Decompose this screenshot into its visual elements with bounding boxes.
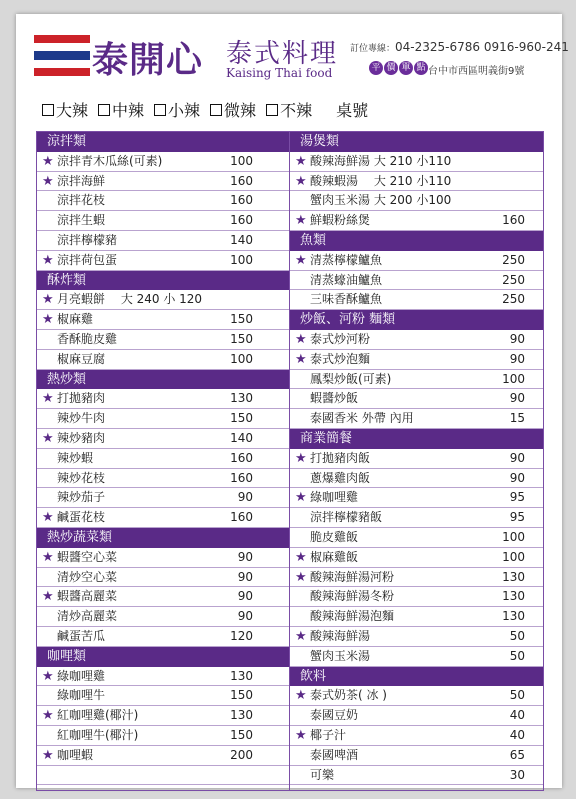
item-name: 鹹蛋苦瓜 <box>57 628 106 643</box>
item-price: 200 <box>230 747 253 762</box>
recommended-star-icon: ★ <box>295 331 307 347</box>
item-name: 打拋豬肉 <box>57 391 106 406</box>
badge: 平 <box>369 61 383 75</box>
recommended-star-icon: ★ <box>42 668 54 684</box>
menu-item[interactable] <box>37 726 289 746</box>
menu-item[interactable] <box>290 607 543 627</box>
item-name: 鹹蛋花枝 <box>57 510 106 525</box>
menu-item[interactable] <box>37 548 289 568</box>
item-name: 蝦醬空心菜 <box>57 549 118 564</box>
spice-label: 中辣 <box>112 101 145 120</box>
recommended-star-icon: ★ <box>42 589 54 605</box>
item-price: 160 <box>230 510 253 525</box>
category-header: 商業簡餐 <box>290 429 543 449</box>
item-price: 140 <box>230 232 253 247</box>
item-name: 清蒸檸檬鱸魚 <box>310 252 383 267</box>
item-name: 椒麻雞飯 <box>310 549 359 564</box>
spice-option-none[interactable] <box>266 98 312 121</box>
item-price: 50 <box>509 628 525 643</box>
item-name: 酸辣海鮮湯冬粉 <box>310 589 395 604</box>
category-header: 咖哩類 <box>37 647 289 667</box>
item-price: 90 <box>509 470 525 485</box>
spice-label: 小辣 <box>168 101 201 120</box>
item-price: 100 <box>230 351 253 366</box>
item-price: 150 <box>230 411 253 426</box>
badge: 點 <box>414 61 428 75</box>
item-price: 50 <box>509 648 525 663</box>
item-name: 酸辣海鮮湯河粉 <box>310 569 395 584</box>
item-name: 清炒空心菜 <box>57 569 118 584</box>
badge: 價 <box>384 61 398 75</box>
item-price: 160 <box>230 173 253 188</box>
spice-option-mild[interactable] <box>154 98 200 121</box>
item-name: 涼拌花枝 <box>57 193 106 208</box>
item-name: 蝦醬炒飯 <box>310 391 359 406</box>
menu-item[interactable] <box>37 330 289 350</box>
menu-item[interactable] <box>290 389 543 409</box>
menu-item[interactable] <box>37 488 289 508</box>
item-price: 90 <box>237 490 253 505</box>
table-number-label: 桌號 <box>336 101 369 120</box>
recommended-star-icon: ★ <box>42 252 54 268</box>
recommended-star-icon: ★ <box>42 391 54 407</box>
recommended-star-icon: ★ <box>42 153 54 169</box>
item-price: 15 <box>509 411 525 426</box>
recommended-star-icon: ★ <box>42 292 54 308</box>
recommended-star-icon: ★ <box>295 252 307 268</box>
item-name: 泰式炒河粉 <box>310 331 371 346</box>
item-name: 紅咖哩雞(椰汁) <box>57 708 139 723</box>
menu-item[interactable] <box>290 251 543 271</box>
menu-item[interactable] <box>290 627 543 647</box>
menu-column-right <box>290 132 543 790</box>
spice-option-hot[interactable] <box>42 98 88 121</box>
item-name: 辣炒花枝 <box>57 470 106 485</box>
item-price: 130 <box>502 589 525 604</box>
item-name: 三味香酥鱸魚 <box>310 292 383 307</box>
item-name: 鮮蝦粉絲煲 <box>310 213 371 228</box>
item-price: 250 <box>502 272 525 287</box>
menu-item[interactable] <box>290 152 543 172</box>
item-name: 可樂 <box>310 767 335 782</box>
menu-item[interactable] <box>290 290 543 310</box>
item-price: 130 <box>502 569 525 584</box>
item-price: 160 <box>230 193 253 208</box>
checkbox[interactable] <box>98 104 110 116</box>
item-price: 150 <box>230 331 253 346</box>
item-name: 咖哩蝦 <box>57 747 94 762</box>
checkbox[interactable] <box>42 104 54 116</box>
menu-item[interactable] <box>290 350 543 370</box>
menu-item[interactable] <box>290 409 543 429</box>
menu-item[interactable] <box>37 231 289 251</box>
menu-item[interactable] <box>290 211 543 231</box>
item-name: 涼拌檸檬豬飯 <box>310 510 383 525</box>
menu-item[interactable] <box>290 370 543 390</box>
item-price: 90 <box>509 391 525 406</box>
item-price: 130 <box>230 708 253 723</box>
item-name: 香酥脆皮雞 <box>57 331 118 346</box>
blank-row <box>37 766 289 786</box>
item-price: 90 <box>509 450 525 465</box>
item-price: 250 <box>502 292 525 307</box>
item-price: 160 <box>230 470 253 485</box>
item-price: 90 <box>237 609 253 624</box>
category-header: 熱炒蔬菜類 <box>37 528 289 548</box>
tel-label: 訂位專線： <box>350 44 396 54</box>
menu-item[interactable] <box>37 706 289 726</box>
badge-group <box>369 61 428 75</box>
category-header: 炒飯、河粉 麵類 <box>290 310 543 330</box>
recommended-star-icon: ★ <box>295 213 307 229</box>
spice-options <box>42 98 368 121</box>
item-name: 泰式奶茶( 冰 ) <box>310 688 387 703</box>
reservation-phone <box>350 40 569 54</box>
recommended-star-icon: ★ <box>295 490 307 506</box>
menu-item[interactable] <box>290 330 543 350</box>
menu-item[interactable] <box>37 469 289 489</box>
item-name: 蟹肉玉米湯 大 200 小100 <box>310 193 452 208</box>
item-price: 100 <box>502 529 525 544</box>
item-price: 100 <box>502 549 525 564</box>
recommended-star-icon: ★ <box>295 569 307 585</box>
thai-flag-icon <box>34 35 90 76</box>
item-name: 鳳梨炒飯(可素) <box>310 371 392 386</box>
menu-item[interactable] <box>290 766 543 786</box>
tel-number: 04-2325-6786 0916-960-241 <box>395 40 569 54</box>
item-name: 蟹肉玉米湯 <box>310 648 371 663</box>
item-price: 100 <box>230 252 253 267</box>
menu-item[interactable] <box>290 706 543 726</box>
menu-item[interactable] <box>37 568 289 588</box>
restaurant-name-en: Kaising Thai food <box>226 66 333 80</box>
menu-item[interactable] <box>37 172 289 192</box>
item-price: 130 <box>230 668 253 683</box>
flag-stripe <box>34 43 90 51</box>
menu-item[interactable] <box>290 548 543 568</box>
spice-option-medium[interactable] <box>98 98 144 121</box>
item-price: 160 <box>230 213 253 228</box>
item-price: 120 <box>230 628 253 643</box>
item-name: 月亮蝦餅 大 240 小 120 <box>57 292 203 307</box>
item-price: 40 <box>509 708 525 723</box>
recommended-star-icon: ★ <box>295 727 307 743</box>
item-name: 辣炒豬肉 <box>57 430 106 445</box>
item-name: 綠咖哩雞 <box>57 668 106 683</box>
recommended-star-icon: ★ <box>42 510 54 526</box>
restaurant-logo: 泰開心 <box>92 39 204 81</box>
menu-item[interactable] <box>290 449 543 469</box>
menu-item[interactable] <box>290 271 543 291</box>
item-price: 90 <box>237 549 253 564</box>
category-header: 酥炸類 <box>37 271 289 291</box>
category-header: 魚類 <box>290 231 543 251</box>
item-name: 酸辣海鮮湯 大 210 小110 <box>310 153 452 168</box>
checkbox[interactable] <box>266 104 278 116</box>
recommended-star-icon: ★ <box>42 312 54 328</box>
item-price: 90 <box>509 351 525 366</box>
recommended-star-icon: ★ <box>42 549 54 565</box>
flag-stripe <box>34 35 90 43</box>
recommended-star-icon: ★ <box>42 173 54 189</box>
spice-label: 大辣 <box>56 101 89 120</box>
item-name: 涼拌檸檬豬 <box>57 232 118 247</box>
checkbox[interactable] <box>154 104 166 116</box>
item-name: 辣炒蝦 <box>57 450 94 465</box>
item-name: 涼拌青木瓜絲(可素) <box>57 153 163 168</box>
menu-item[interactable] <box>290 746 543 766</box>
menu-item[interactable] <box>37 508 289 528</box>
recommended-star-icon: ★ <box>42 430 54 446</box>
menu-item[interactable] <box>37 211 289 231</box>
item-price: 150 <box>230 688 253 703</box>
menu-item[interactable] <box>37 152 289 172</box>
checkbox[interactable] <box>210 104 222 116</box>
item-name: 打拋豬肉飯 <box>310 450 371 465</box>
item-price: 65 <box>509 747 525 762</box>
recommended-star-icon: ★ <box>42 747 54 763</box>
item-name: 綠咖哩牛 <box>57 688 106 703</box>
menu-item[interactable] <box>290 568 543 588</box>
recommended-star-icon: ★ <box>295 450 307 466</box>
item-price: 140 <box>230 430 253 445</box>
item-name: 涼拌海鮮 <box>57 173 106 188</box>
item-name: 泰國香米 外帶 內用 <box>310 411 414 426</box>
item-price: 160 <box>230 450 253 465</box>
item-price: 90 <box>237 589 253 604</box>
restaurant-name-cn: 泰式料理 <box>226 39 339 69</box>
menu-item[interactable] <box>290 726 543 746</box>
menu-item[interactable] <box>37 191 289 211</box>
recommended-star-icon: ★ <box>295 688 307 704</box>
category-header: 湯煲類 <box>290 132 543 152</box>
item-price: 95 <box>509 510 525 525</box>
flag-stripe <box>34 68 90 76</box>
item-price: 90 <box>509 331 525 346</box>
category-header: 熱炒類 <box>37 370 289 390</box>
item-price: 160 <box>502 213 525 228</box>
item-name: 清蒸蠔油鱸魚 <box>310 272 383 287</box>
item-price: 130 <box>502 609 525 624</box>
item-price: 90 <box>237 569 253 584</box>
menu-item[interactable] <box>290 191 543 211</box>
item-price: 150 <box>230 727 253 742</box>
menu-sheet <box>16 14 569 788</box>
item-name: 蔥爆雞肉飯 <box>310 470 371 485</box>
item-name: 蝦醬高麗菜 <box>57 589 118 604</box>
menu-item[interactable] <box>290 587 543 607</box>
menu-table <box>36 131 544 791</box>
item-name: 涼拌生蝦 <box>57 213 106 228</box>
category-header: 飲料 <box>290 667 543 687</box>
menu-item[interactable] <box>37 627 289 647</box>
menu-item[interactable] <box>37 746 289 766</box>
flag-stripe <box>34 51 90 59</box>
item-price: 100 <box>502 371 525 386</box>
item-name: 辣炒牛肉 <box>57 411 106 426</box>
menu-item[interactable] <box>290 686 543 706</box>
item-name: 紅咖哩牛(椰汁) <box>57 727 139 742</box>
item-name: 綠咖哩雞 <box>310 490 359 505</box>
recommended-star-icon: ★ <box>295 628 307 644</box>
menu-item[interactable] <box>37 449 289 469</box>
menu-item[interactable] <box>37 389 289 409</box>
item-name: 酸辣蝦湯 大 210 小110 <box>310 173 452 188</box>
menu-item[interactable] <box>37 251 289 271</box>
menu-item[interactable] <box>37 686 289 706</box>
spice-option-slight[interactable] <box>210 98 256 121</box>
menu-item[interactable] <box>290 647 543 667</box>
item-name: 酸辣海鮮湯泡麵 <box>310 609 395 624</box>
menu-column-left <box>37 132 290 790</box>
item-name: 椰子汁 <box>310 727 347 742</box>
item-name: 椒麻雞 <box>57 312 94 327</box>
item-price: 50 <box>509 688 525 703</box>
recommended-star-icon: ★ <box>295 351 307 367</box>
item-name: 辣炒茄子 <box>57 490 106 505</box>
menu-item[interactable] <box>37 310 289 330</box>
flag-stripe <box>34 60 90 68</box>
menu-item[interactable] <box>37 409 289 429</box>
menu-item[interactable] <box>37 429 289 449</box>
menu-item[interactable] <box>290 528 543 548</box>
menu-item[interactable] <box>290 488 543 508</box>
menu-item[interactable] <box>290 172 543 192</box>
recommended-star-icon: ★ <box>295 549 307 565</box>
recommended-star-icon: ★ <box>295 173 307 189</box>
item-price: 40 <box>509 727 525 742</box>
menu-item[interactable] <box>37 290 289 310</box>
menu-item[interactable] <box>37 667 289 687</box>
item-price: 30 <box>509 767 525 782</box>
item-price: 95 <box>509 490 525 505</box>
recommended-star-icon: ★ <box>42 708 54 724</box>
menu-item[interactable] <box>290 469 543 489</box>
menu-item[interactable] <box>37 607 289 627</box>
item-name: 泰國啤酒 <box>310 747 359 762</box>
item-price: 100 <box>230 153 253 168</box>
address: 台中市西區明義街9號 <box>428 66 525 77</box>
item-price: 130 <box>230 391 253 406</box>
item-name: 泰國豆奶 <box>310 708 359 723</box>
item-name: 泰式炒泡麵 <box>310 351 371 366</box>
spice-label: 不辣 <box>280 101 313 120</box>
menu-item[interactable] <box>37 350 289 370</box>
item-name: 涼拌荷包蛋 <box>57 252 118 267</box>
category-header: 涼拌類 <box>37 132 289 152</box>
badge: 單 <box>399 61 413 75</box>
item-name: 椒麻豆腐 <box>57 351 106 366</box>
item-name: 酸辣海鮮湯 <box>310 628 371 643</box>
item-name: 清炒高麗菜 <box>57 609 118 624</box>
spice-label: 微辣 <box>224 101 257 120</box>
menu-item[interactable] <box>290 508 543 528</box>
item-price: 250 <box>502 252 525 267</box>
item-name: 脆皮雞飯 <box>310 529 359 544</box>
menu-item[interactable] <box>37 587 289 607</box>
recommended-star-icon: ★ <box>295 153 307 169</box>
item-price: 150 <box>230 312 253 327</box>
